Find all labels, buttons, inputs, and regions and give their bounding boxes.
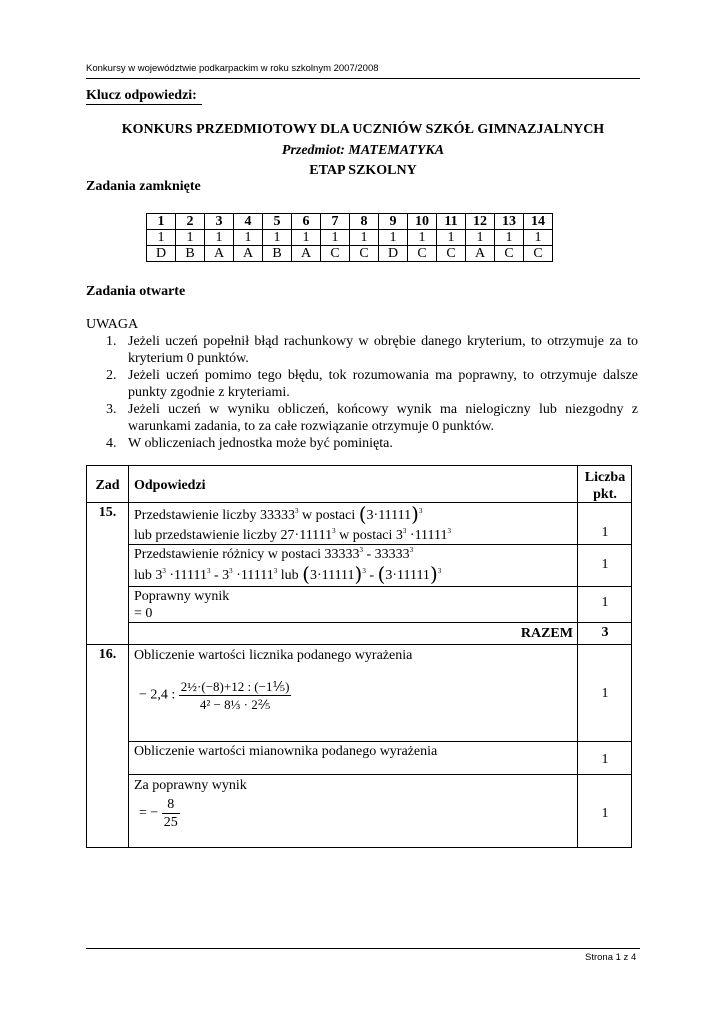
answer-cell: A — [292, 246, 321, 262]
task-number: 12 — [466, 214, 495, 230]
task15-criterion-2-line1 — [134, 546, 413, 563]
text-fragment: - 3 — [210, 568, 230, 583]
page-number: Strona 1 z 4 — [585, 952, 637, 963]
fraction-numerator: 8 — [162, 796, 180, 814]
task-number: 10 — [408, 214, 437, 230]
exponent: 3 — [402, 527, 407, 535]
result-fraction — [162, 796, 180, 831]
math-expr: = − — [139, 805, 159, 821]
contest-title: KONKURS PRZEDMIOTOWY DLA UCZNIÓW SZKÓŁ GIMNAZJALNYCH — [121, 122, 605, 137]
task15-criterion-1-points: 1 — [601, 525, 609, 540]
open-tasks-heading: Zadania otwarte — [86, 284, 186, 299]
task16-criterion-3-points: 1 — [601, 806, 609, 821]
points-cell: 1 — [321, 230, 350, 246]
exponent: 3 — [273, 567, 278, 575]
task16-expression — [139, 678, 291, 713]
task16-criterion-2: Obliczenie wartości mianownika podanego wyrażenia — [134, 744, 438, 759]
task16-result — [139, 796, 180, 831]
points-row — [147, 230, 553, 246]
points-cell: 1 — [495, 230, 524, 246]
column-divider — [128, 466, 129, 847]
task-number-15: 15. — [98, 505, 117, 520]
math-expr: 3·11111 — [366, 508, 412, 523]
task15-criterion-2-points: 1 — [601, 557, 609, 572]
answer-cell: D — [147, 246, 176, 262]
answer-cell: B — [176, 246, 205, 262]
task15-criterion-1-line1 — [134, 502, 423, 526]
task-number: 8 — [350, 214, 379, 230]
header-rule — [86, 78, 640, 79]
task16-criterion-2-points: 1 — [601, 752, 609, 767]
task-number: 1 — [147, 214, 176, 230]
running-header: Konkursy w województwie podkarpackim w roku szkolnym 2007/2008 — [86, 63, 379, 74]
answer-cell: C — [350, 246, 379, 262]
text-fragment: w postaci 3 — [335, 528, 403, 543]
task-number: 11 — [437, 214, 466, 230]
answer-cell: D — [379, 246, 408, 262]
task-number: 3 — [205, 214, 234, 230]
text-fragment: ·11111 — [406, 528, 448, 543]
answer-cell: C — [321, 246, 350, 262]
task15-criterion-1-line2 — [134, 527, 451, 544]
exponent: 3 — [409, 546, 414, 554]
column-divider — [577, 466, 578, 847]
note-heading: UWAGA — [86, 317, 139, 332]
task-number: 5 — [263, 214, 292, 230]
fraction-numerator: 2½·(−8)+12 : (−1⅕) — [180, 679, 290, 694]
math-expr: 3·11111 — [385, 568, 430, 583]
points-cell: 1 — [147, 230, 176, 246]
scoring-table — [86, 465, 632, 848]
task15-criterion-2-line2: lub $3^3 \cdot 11111^3 - 3^3 \cdot 11111^3$ lub $(3\cdot 11111)^3 - (3\cdot 11111)^3$ — [134, 562, 442, 586]
task15-criterion-3-line1: Poprawny wynik — [134, 589, 230, 604]
task16-criterion-3: Za poprawny wynik — [134, 778, 247, 793]
paren-close: ) — [354, 562, 363, 586]
text-fragment: ·11111 — [232, 568, 274, 583]
exponent: 3 — [229, 567, 233, 575]
text-fragment: Przedstawienie liczby 33333 — [134, 508, 295, 523]
task-number: 13 — [495, 214, 524, 230]
note-number: 3. — [106, 402, 117, 417]
note-number: 1. — [106, 334, 117, 349]
exponent: 3 — [447, 527, 451, 535]
math-expr: − 2,4 : — [139, 687, 176, 703]
points-cell: 1 — [408, 230, 437, 246]
points-cell: 1 — [379, 230, 408, 246]
task-number: 14 — [524, 214, 553, 230]
task15-criterion-3-line2: = 0 — [134, 606, 153, 621]
row-divider — [87, 644, 631, 645]
task-number: 6 — [292, 214, 321, 230]
row-divider — [128, 741, 631, 742]
task-number-16: 16. — [98, 647, 117, 662]
closed-answers-table — [146, 213, 553, 262]
expression-fraction — [179, 678, 292, 713]
exponent: 3 — [359, 546, 363, 554]
exponent: 3 — [206, 567, 211, 575]
answer-cell: C — [495, 246, 524, 262]
points-cell: 1 — [466, 230, 495, 246]
note-number: 4. — [106, 436, 117, 451]
note-text: Jeżeli uczeń w wyniku obliczeń, końcowy wynik ma nielogiczny lub niezgodny z warunkami zadania, to za całe rozwiązanie otrzymuje 0 punktów. — [128, 402, 638, 434]
task-number: 9 — [379, 214, 408, 230]
answer-cell: A — [205, 246, 234, 262]
task15-total-label: RAZEM — [520, 626, 573, 641]
text-fragment: lub przedstawienie liczby 27·11111 — [134, 528, 333, 543]
math-expr: 3·11111 — [309, 568, 355, 583]
paren-close: ) — [411, 502, 419, 526]
text-fragment: - 33333 — [363, 547, 410, 562]
stage-title: ETAP SZKOLNY — [309, 163, 417, 178]
fraction-denominator: 25 — [163, 815, 178, 830]
points-cell: 1 — [350, 230, 379, 246]
row-divider — [128, 622, 631, 623]
task-number: 2 — [176, 214, 205, 230]
answer-cell: C — [408, 246, 437, 262]
fraction-denominator: 4² − 8⅓ · 2⅖ — [199, 697, 271, 712]
note-number: 2. — [106, 368, 117, 383]
exponent: 3 — [162, 567, 166, 575]
paren-close: ) — [429, 562, 438, 586]
text-fragment: lub — [277, 568, 303, 583]
footer-rule — [86, 948, 640, 949]
points-cell: 1 — [292, 230, 321, 246]
subject-title: Przedmiot: MATEMATYKA — [281, 143, 445, 158]
task15-criterion-3-points: 1 — [601, 595, 609, 610]
points-cell: 1 — [176, 230, 205, 246]
points-cell: 1 — [524, 230, 553, 246]
task-number-row — [147, 214, 553, 230]
note-text: W obliczeniach jednostka może być pominięta. — [128, 436, 393, 451]
text-fragment: w postaci — [298, 508, 359, 523]
row-divider — [128, 544, 631, 545]
answer-cell: A — [234, 246, 263, 262]
points-cell: 1 — [205, 230, 234, 246]
exponent: 3 — [418, 507, 423, 515]
answer-cell: A — [466, 246, 495, 262]
col-header-answers: Odpowiedzi — [134, 478, 206, 493]
paren-open: ( — [358, 502, 367, 526]
note-text: Jeżeli uczeń pomimo tego błędu, tok rozumowania ma poprawny, to otrzymuje dalsze punkty zgodnie z kryteriami. — [128, 368, 638, 400]
points-cell: 1 — [263, 230, 292, 246]
answer-cell: B — [263, 246, 292, 262]
paren-open: ( — [302, 562, 310, 586]
exponent: 3 — [362, 567, 366, 575]
answer-cell: C — [437, 246, 466, 262]
closed-tasks-heading: Zadania zamknięte — [86, 179, 201, 194]
row-divider — [128, 774, 631, 775]
exponent: 3 — [294, 507, 299, 515]
text-fragment: lub 3 — [134, 568, 163, 583]
exponent: 3 — [437, 567, 442, 575]
answer-row — [147, 246, 553, 262]
points-cell: 1 — [437, 230, 466, 246]
col-header-points: Liczba pkt. — [584, 470, 626, 502]
col-header-zad: Zad — [95, 478, 120, 493]
answer-cell: C — [524, 246, 553, 262]
task16-criterion-1-points: 1 — [601, 686, 609, 701]
exponent: 3 — [332, 527, 336, 535]
text-fragment: Przedstawienie różnicy w postaci 33333 — [134, 547, 360, 562]
task16-criterion-1: Obliczenie wartości licznika podanego wyrażenia — [134, 648, 413, 663]
text-fragment: ·11111 — [165, 568, 207, 583]
points-cell: 1 — [234, 230, 263, 246]
task15-total-points: 3 — [601, 625, 609, 640]
note-text: Jeżeli uczeń popełnił błąd rachunkowy w obrębie danego kryterium, to otrzymuje za to kryterium 0 punktów. — [128, 334, 638, 366]
key-title-underline — [86, 104, 202, 105]
task-number: 7 — [321, 214, 350, 230]
task-number: 4 — [234, 214, 263, 230]
row-divider — [128, 586, 631, 587]
paren-open: ( — [377, 562, 386, 586]
key-title: Klucz odpowiedzi: — [86, 88, 197, 103]
